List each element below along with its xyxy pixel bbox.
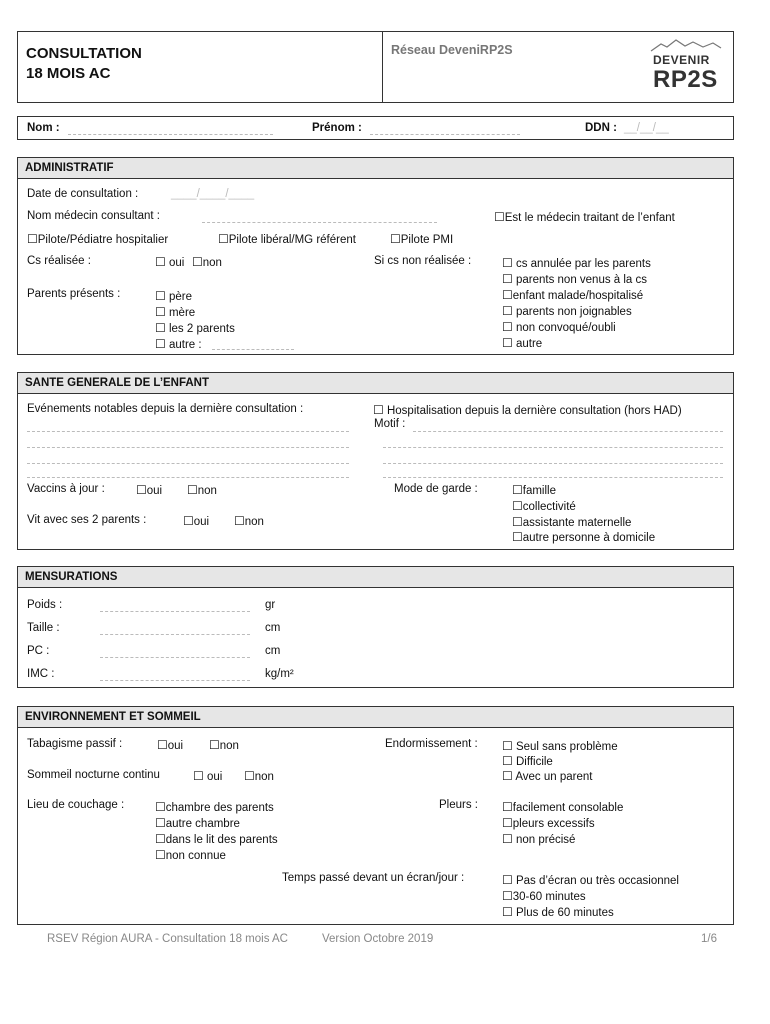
garde-label: Mode de garde :: [394, 483, 478, 495]
si-cs-option[interactable]: ☐ autre: [502, 336, 543, 350]
checkbox[interactable]: ☐: [27, 232, 38, 246]
garde-option[interactable]: ☐assistante maternelle: [512, 515, 632, 529]
cs-oui-option[interactable]: ☐ oui: [155, 255, 185, 269]
sommeil-oui-option[interactable]: ☐ oui: [193, 769, 223, 783]
section-sante: [17, 372, 734, 550]
hospit-option[interactable]: ☐ Hospitalisation depuis la dernière consultation (hors HAD): [373, 403, 682, 417]
lieu-option[interactable]: ☐autre chambre: [155, 816, 240, 830]
mesure-unit: gr: [265, 599, 276, 611]
medecin-label: Nom médecin consultant :: [27, 210, 160, 222]
checkbox[interactable]: ☐: [218, 232, 229, 246]
traitant-option[interactable]: ☐Est le médecin traitant de l’enfant: [494, 210, 675, 224]
vit-oui-option[interactable]: ☐oui: [183, 514, 210, 528]
evenements-line[interactable]: [27, 477, 349, 478]
evenements-label: Evénements notables depuis la dernière consultation :: [27, 403, 304, 415]
ddn-label: DDN :: [585, 122, 617, 134]
tabagisme-oui-option[interactable]: ☐oui: [157, 738, 184, 752]
network-name: Réseau DeveniRP2S: [391, 43, 513, 57]
pleurs-option[interactable]: ☐pleurs excessifs: [502, 816, 595, 830]
vaccins-label: Vaccins à jour :: [27, 483, 105, 495]
medecin-field[interactable]: [202, 222, 437, 223]
pilote-pmi-option[interactable]: ☐Pilote PMI: [390, 232, 454, 246]
checkbox[interactable]: ☐: [192, 255, 203, 269]
header-divider: [382, 32, 383, 102]
vit-label: Vit avec ses 2 parents :: [27, 514, 147, 526]
ecran-option[interactable]: ☐30-60 minutes: [502, 889, 586, 903]
prenom-field[interactable]: [370, 134, 520, 135]
footer-text: RSEV Région AURA - Consultation 18 mois AC: [47, 933, 288, 945]
garde-option[interactable]: ☐famille: [512, 483, 556, 497]
mesure-label: PC :: [27, 645, 50, 657]
section-title: ENVIRONNEMENT ET SOMMEIL: [18, 707, 733, 728]
mesure-field[interactable]: [100, 611, 250, 612]
lieu-option[interactable]: ☐chambre des parents: [155, 800, 274, 814]
motif-line[interactable]: [413, 431, 723, 432]
cs-label: Cs réalisée :: [27, 255, 91, 267]
si-cs-option[interactable]: ☐enfant malade/hospitalisé: [502, 288, 644, 302]
lieu-option[interactable]: ☐dans le lit des parents: [155, 832, 278, 846]
section-title: MENSURATIONS: [18, 567, 733, 588]
parents-option[interactable]: ☐ père: [155, 289, 192, 303]
mesure-field[interactable]: [100, 680, 250, 681]
endormissement-label: Endormissement :: [385, 738, 478, 750]
logo-top-text: DEVENIR: [653, 53, 710, 67]
motif-line[interactable]: [383, 463, 723, 464]
ecran-label: Temps passé devant un écran/jour :: [282, 872, 465, 884]
motif-label: Motif :: [374, 418, 406, 430]
endormissement-option[interactable]: ☐ Difficile: [502, 754, 553, 768]
page-number: 1/6: [701, 933, 717, 945]
si-cs-option[interactable]: ☐ non convoqué/oubli: [502, 320, 616, 334]
section-title: ADMINISTRATIF: [18, 158, 733, 179]
evenements-line[interactable]: [27, 463, 349, 464]
evenements-line[interactable]: [27, 447, 349, 448]
ddn-field[interactable]: __/__/__: [624, 122, 669, 134]
endormissement-option[interactable]: ☐ Avec un parent: [502, 769, 593, 783]
vit-non-option[interactable]: ☐non: [234, 514, 264, 528]
header-box: [17, 31, 734, 103]
checkbox[interactable]: ☐: [155, 255, 166, 269]
parents-option[interactable]: ☐ mère: [155, 305, 196, 319]
parents-option[interactable]: ☐ autre :: [155, 337, 202, 351]
vaccins-oui-option[interactable]: ☐oui: [136, 483, 163, 497]
endormissement-option[interactable]: ☐ Seul sans problème: [502, 739, 618, 753]
prenom-label: Prénom :: [312, 122, 362, 134]
pleurs-label: Pleurs :: [439, 799, 478, 811]
section-mensurations: [17, 566, 734, 688]
date-field[interactable]: ____/____/____: [171, 188, 255, 200]
sommeil-non-option[interactable]: ☐non: [244, 769, 274, 783]
footer-version: Version Octobre 2019: [322, 933, 434, 945]
logo-bottom-text: RP2S: [653, 66, 718, 93]
mesure-field[interactable]: [100, 657, 250, 658]
vaccins-non-option[interactable]: ☐non: [187, 483, 217, 497]
nom-label: Nom :: [27, 122, 60, 134]
si-cs-option[interactable]: ☐ parents non joignables: [502, 304, 632, 318]
checkbox[interactable]: ☐: [390, 232, 401, 246]
mesure-label: IMC :: [27, 668, 55, 680]
tabagisme-non-option[interactable]: ☐non: [209, 738, 239, 752]
mountain-icon: [643, 37, 727, 53]
mesure-unit: cm: [265, 645, 281, 657]
ecran-option[interactable]: ☐ Pas d’écran ou très occasionnel: [502, 873, 679, 887]
ecran-option[interactable]: ☐ Plus de 60 minutes: [502, 905, 614, 919]
parents-option[interactable]: ☐ les 2 parents: [155, 321, 235, 335]
logo: [643, 37, 727, 99]
si-cs-label: Si cs non réalisée :: [374, 255, 472, 267]
cs-non-option[interactable]: ☐non: [192, 255, 222, 269]
pleurs-option[interactable]: ☐facilement consolable: [502, 800, 624, 814]
si-cs-option[interactable]: ☐ cs annulée par les parents: [502, 256, 651, 270]
si-cs-option[interactable]: ☐ parents non venus à la cs: [502, 272, 648, 286]
tabagisme-label: Tabagisme passif :: [27, 738, 123, 750]
motif-line[interactable]: [383, 477, 723, 478]
pilote-hosp-option[interactable]: ☐Pilote/Pédiatre hospitalier: [27, 232, 169, 246]
title-line2: 18 MOIS AC: [26, 65, 111, 82]
evenements-line[interactable]: [27, 431, 349, 432]
sommeil-label: Sommeil nocturne continu: [27, 769, 160, 781]
mesure-unit: kg/m²: [265, 668, 294, 680]
pleurs-option[interactable]: ☐ non précisé: [502, 832, 576, 846]
mesure-label: Taille :: [27, 622, 60, 634]
checkbox[interactable]: ☐: [373, 403, 384, 417]
section-administratif: [17, 157, 734, 355]
lieu-option[interactable]: ☐non connue: [155, 848, 226, 862]
nom-field[interactable]: [68, 134, 273, 135]
date-label: Date de consultation :: [27, 188, 139, 200]
section-title: SANTE GENERALE DE L’ENFANT: [18, 373, 733, 394]
motif-line[interactable]: [383, 447, 723, 448]
lieu-label: Lieu de couchage :: [27, 799, 125, 811]
garde-option[interactable]: ☐autre personne à domicile: [512, 530, 656, 544]
title-line1: CONSULTATION: [26, 45, 142, 62]
autre-field[interactable]: [212, 349, 294, 350]
checkbox[interactable]: ☐: [494, 210, 505, 224]
mesure-label: Poids :: [27, 599, 63, 611]
identity-box: [17, 116, 734, 140]
mesure-field[interactable]: [100, 634, 250, 635]
mesure-unit: cm: [265, 622, 281, 634]
section-environnement: [17, 706, 734, 925]
pilote-lib-option[interactable]: ☐Pilote libéral/MG référent: [218, 232, 356, 246]
garde-option[interactable]: ☐collectivité: [512, 499, 576, 513]
parents-label: Parents présents :: [27, 288, 121, 300]
